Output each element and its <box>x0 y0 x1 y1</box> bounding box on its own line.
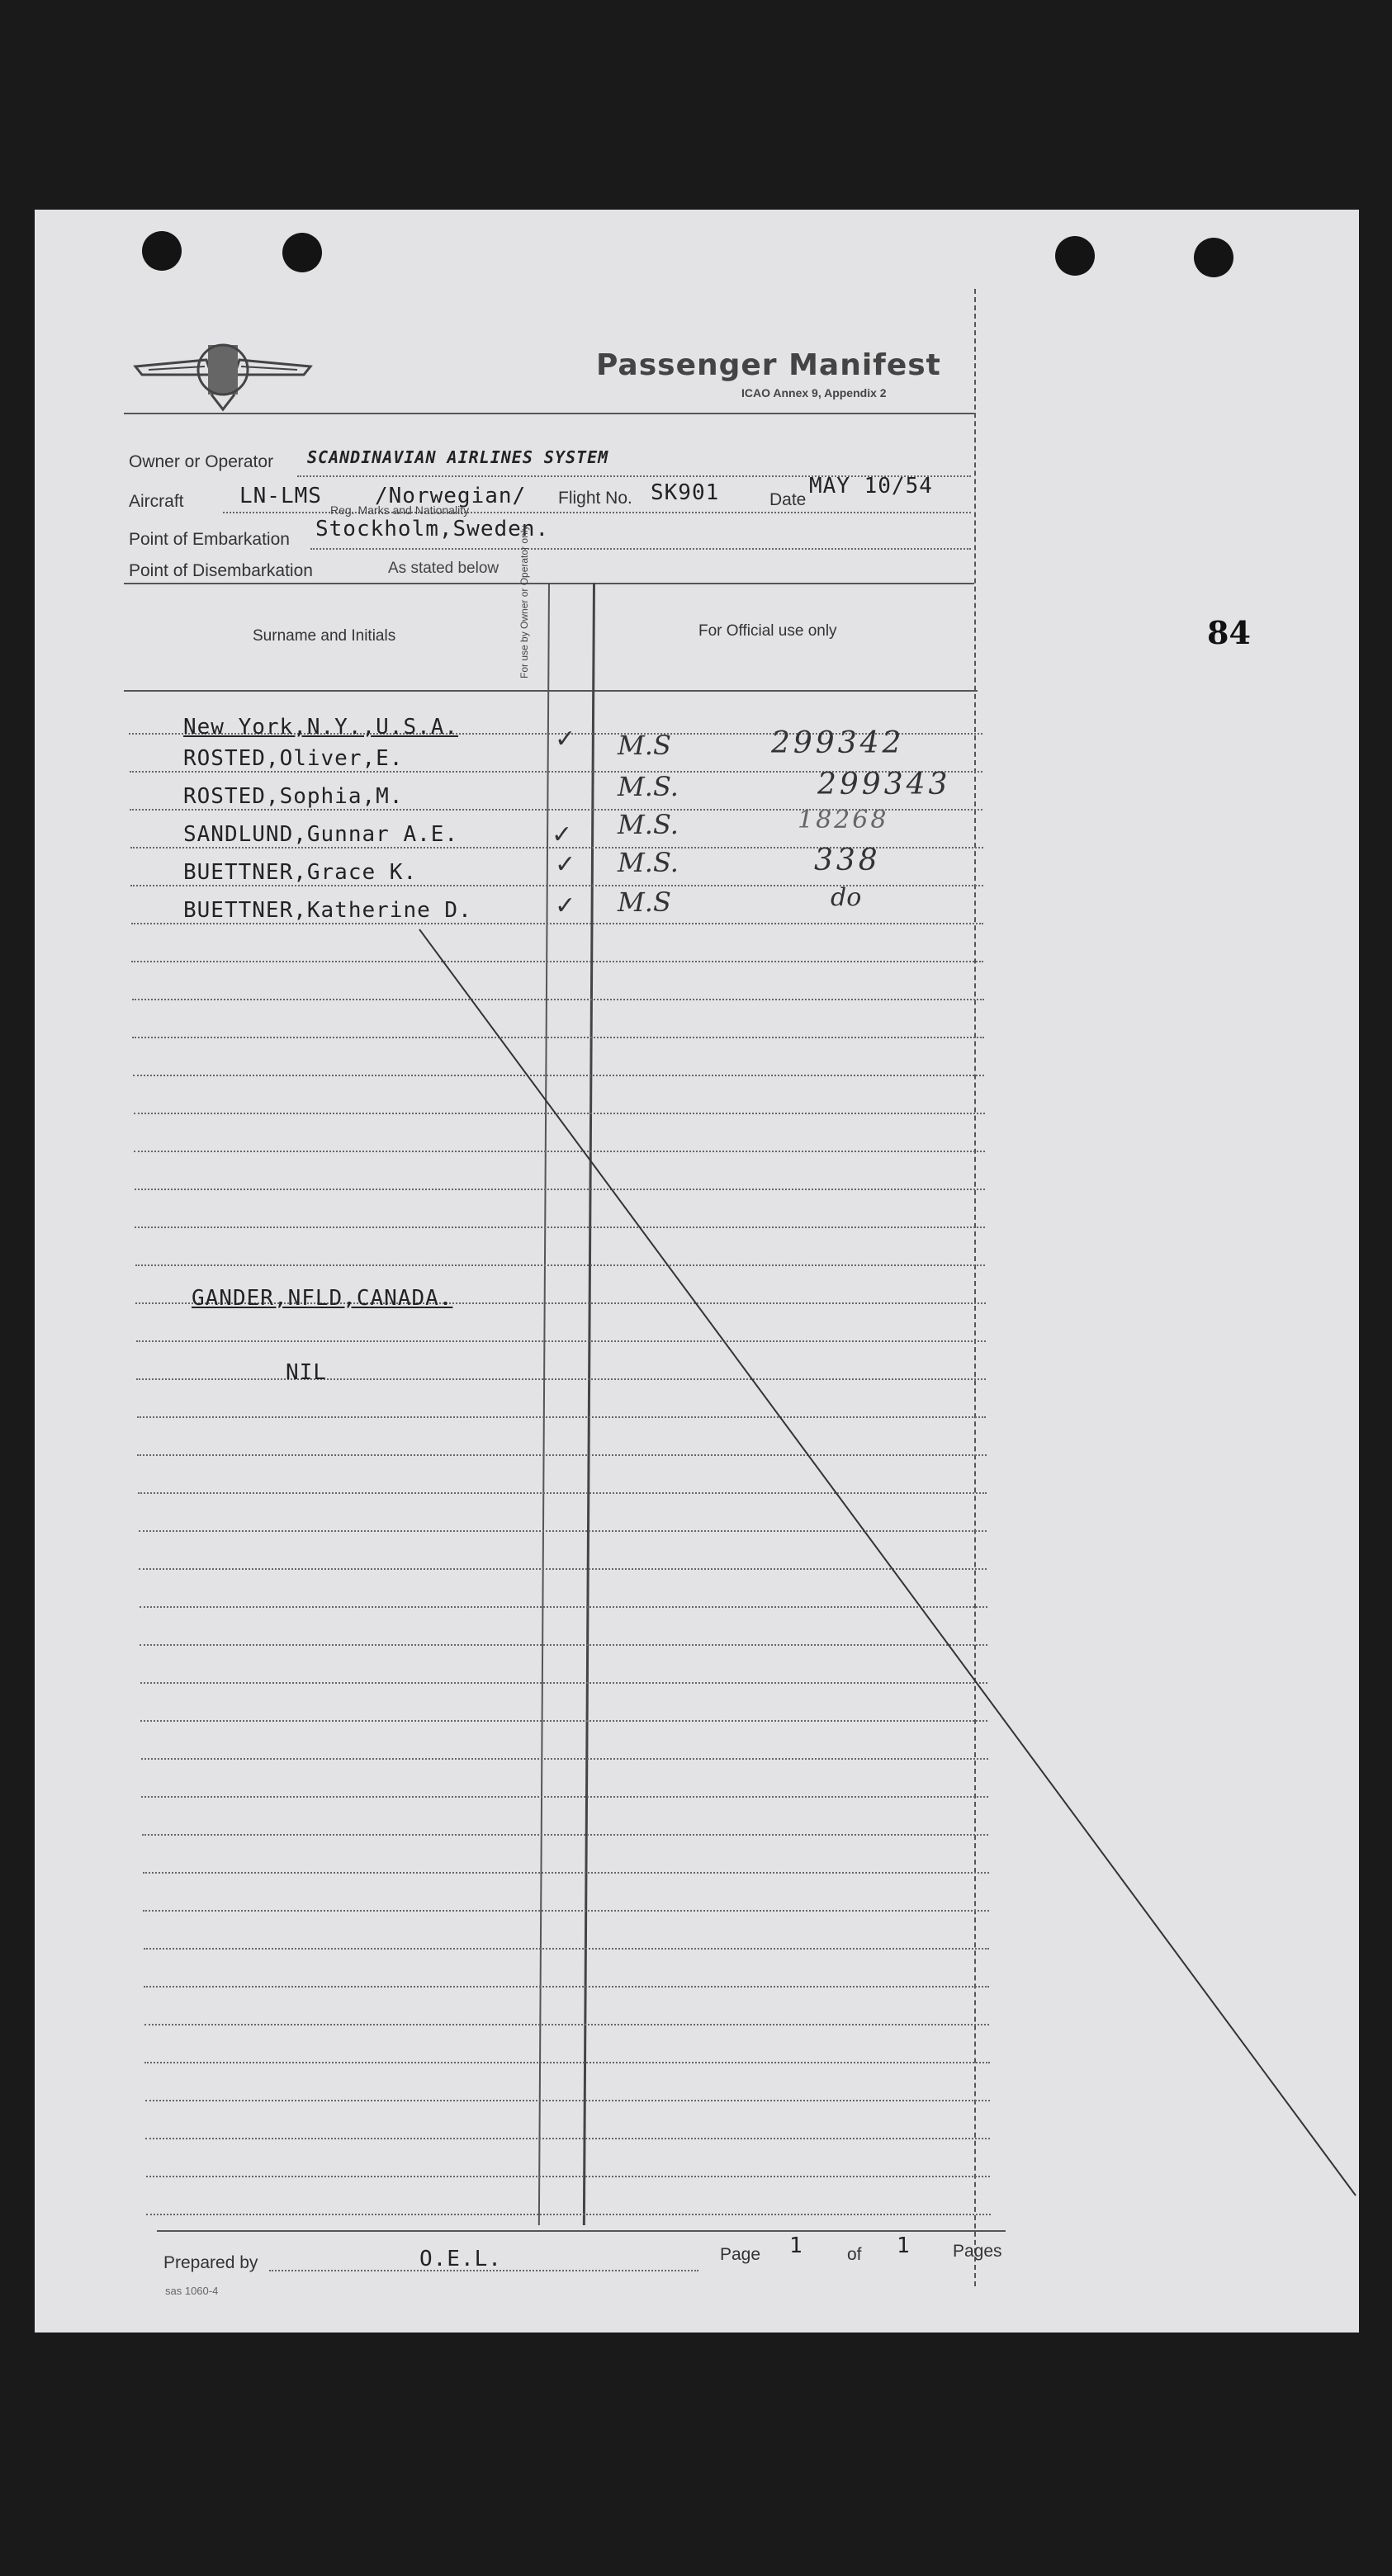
prepared-label: Prepared by <box>163 2253 258 2272</box>
date-value: MAY 10/54 <box>809 474 933 499</box>
pages-label: Pages <box>953 2242 1002 2261</box>
flight-label: Flight No. <box>558 489 632 508</box>
aircraft-value: LN-LMS <box>239 484 322 508</box>
official-mark: M.S. <box>618 847 679 878</box>
passenger-name: ROSTED,Sophia,M. <box>183 784 404 809</box>
embark-value: Stockholm,Sweden. <box>315 517 550 541</box>
col-header-official: For Official use only <box>698 622 837 640</box>
reg-note: Reg. Marks and Nationality <box>330 503 470 517</box>
of-label: of <box>847 2245 862 2264</box>
official-mark: M.S <box>618 886 671 918</box>
col-header-owner: For use by Owner or Operator only <box>518 525 530 678</box>
official-number: 299342 <box>771 726 905 760</box>
embark-label: Point of Embarkation <box>129 530 290 549</box>
disembark-value: As stated below <box>388 560 500 577</box>
col-header-names: Surname and Initials <box>253 627 396 645</box>
nationality-value: /Norwegian/ <box>375 484 527 508</box>
official-number: 338 <box>814 844 881 877</box>
aircraft-label: Aircraft <box>129 492 184 511</box>
official-number: 18268 <box>798 806 889 834</box>
manifest-subtitle: ICAO Annex 9, Appendix 2 <box>741 386 887 399</box>
passenger-name: ROSTED,Oliver,E. <box>183 746 404 771</box>
check-mark-icon: ✓ <box>555 891 576 920</box>
form-code: sas 1060-4 <box>165 2285 219 2297</box>
section-gander-value: NIL <box>286 1360 327 1385</box>
official-mark: M.S <box>618 730 671 761</box>
manifest-title: Passenger Manifest <box>596 348 941 382</box>
passenger-name: BUETTNER,Grace K. <box>183 860 418 885</box>
official-mark: M.S. <box>618 771 679 802</box>
date-label: Date <box>769 490 807 509</box>
page-mark: 84 <box>1207 614 1251 651</box>
official-mark: M.S. <box>618 809 679 840</box>
page-value: 1 <box>789 2233 803 2258</box>
owner-label: Owner or Operator <box>129 452 274 471</box>
owner-value: SCANDINAVIAN AIRLINES SYSTEM <box>307 447 609 467</box>
official-number: 299343 <box>817 768 951 801</box>
check-mark-icon: ✓ <box>555 725 576 754</box>
prepared-line <box>269 2270 698 2271</box>
prepared-value: O.E.L. <box>419 2247 502 2271</box>
passenger-name: SANDLUND,Gunnar A.E. <box>183 822 459 847</box>
check-mark-icon: ✓ <box>552 820 573 849</box>
disembark-label: Point of Disembarkation <box>129 561 313 580</box>
of-value: 1 <box>897 2233 911 2258</box>
official-number: do <box>831 883 862 912</box>
section-new-york: New York,N.Y.,U.S.A. <box>183 715 459 740</box>
passenger-name: BUETTNER,Katherine D. <box>183 898 472 923</box>
page-label: Page <box>720 2245 761 2264</box>
section-gander: GANDER,NFLD,CANADA. <box>192 1286 453 1311</box>
check-mark-icon: ✓ <box>555 850 576 879</box>
flight-value: SK901 <box>651 480 720 505</box>
footer-rule <box>157 2230 1006 2232</box>
